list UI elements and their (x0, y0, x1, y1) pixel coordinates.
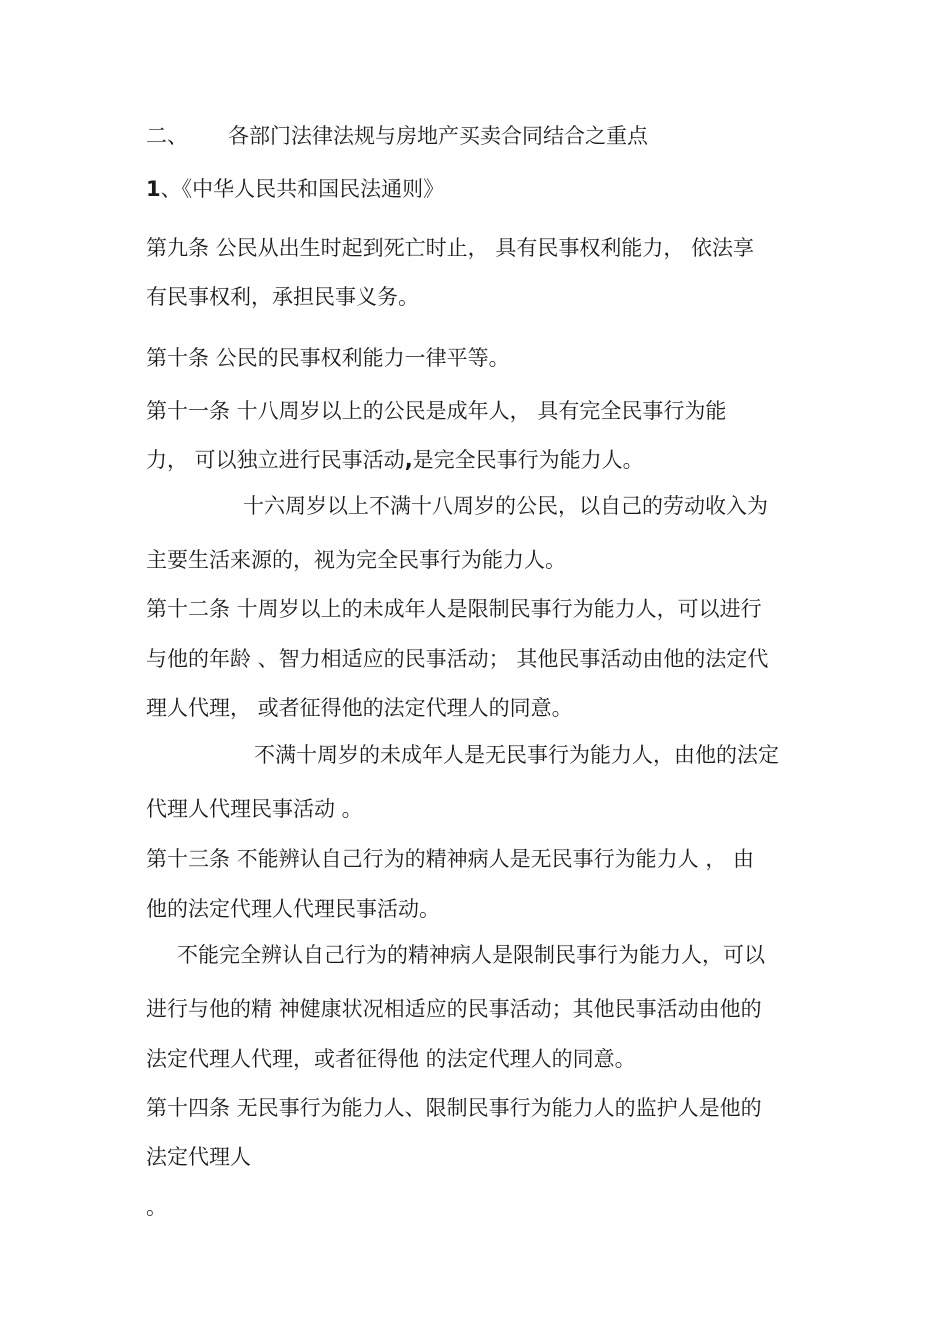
article-12-line-2: 与他的年龄 、智力相适应的民事活动； 其他民事活动由他的法定代 (146, 647, 769, 671)
article-11-comma: , (404, 448, 413, 472)
section-title: 各部门法律法规与房地产买卖合同结合之重点 (228, 124, 648, 148)
article-12-line-1: 第十二条 十周岁以上的未成年人是限制民事行为能力人，可以进行 (146, 597, 762, 621)
article-9-line-1: 第九条 公民从出生时起到死亡时止， 具有民事权利能力， 依法享 (146, 236, 755, 260)
article-10-line-1: 第十条 公民的民事权利能力一律平等。 (146, 346, 510, 370)
article-12-line-4: 不满十周岁的未成年人是无民事行为能力人，由他的法定 (254, 743, 779, 767)
subsection-heading (146, 175, 444, 203)
article-11-line-2 (146, 446, 644, 474)
article-12-line-5: 代理人代理民事活动 。 (146, 797, 363, 821)
subsection-number: 1 (146, 177, 161, 201)
article-11-line-4: 主要生活来源的，视为完全民事行为能力人。 (146, 548, 566, 572)
article-13-line-2: 他的法定代理人代理民事活动。 (146, 897, 440, 921)
section-number: 二、 (146, 124, 188, 148)
article-14-line-1: 第十四条 无民事行为能力人、限制民事行为能力人的监护人是他的 (146, 1096, 762, 1120)
article-11-line-2-part-2: 是完全民事行为能力人。 (412, 448, 644, 472)
subsection-separator: 、 (160, 177, 182, 201)
article-13-line-5: 法定代理人代理，或者征得他 的法定代理人的同意。 (146, 1047, 636, 1071)
article-13-line-3: 不能完全辨认自己行为的精神病人是限制民事行为能力人，可以 (177, 943, 765, 967)
article-14-line-2: 法定代理人 (146, 1145, 251, 1169)
article-11-line-2-part-1: 力， 可以独立进行民事活动 (146, 448, 405, 472)
article-11-line-1: 第十一条 十八周岁以上的公民是成年人， 具有完全民事行为能 (146, 399, 727, 423)
article-9-line-2: 有民事权利，承担民事义务。 (146, 285, 419, 309)
article-13-line-4: 进行与他的精 神健康状况相适应的民事活动；其他民事活动由他的 (146, 997, 762, 1021)
article-13-line-1: 第十三条 不能辨认自己行为的精神病人是无民事行为能力人 ， 由 (146, 847, 755, 871)
section-heading (146, 122, 648, 150)
article-11-line-3: 十六周岁以上不满十八周岁的公民，以自己的劳动收入为 (243, 494, 768, 518)
article-12-line-3: 理人代理， 或者征得他的法定代理人的同意。 (146, 696, 573, 720)
subsection-title: 《中华人民共和国民法通则》 (181, 177, 445, 201)
article-14-line-3: 。 (146, 1195, 167, 1219)
